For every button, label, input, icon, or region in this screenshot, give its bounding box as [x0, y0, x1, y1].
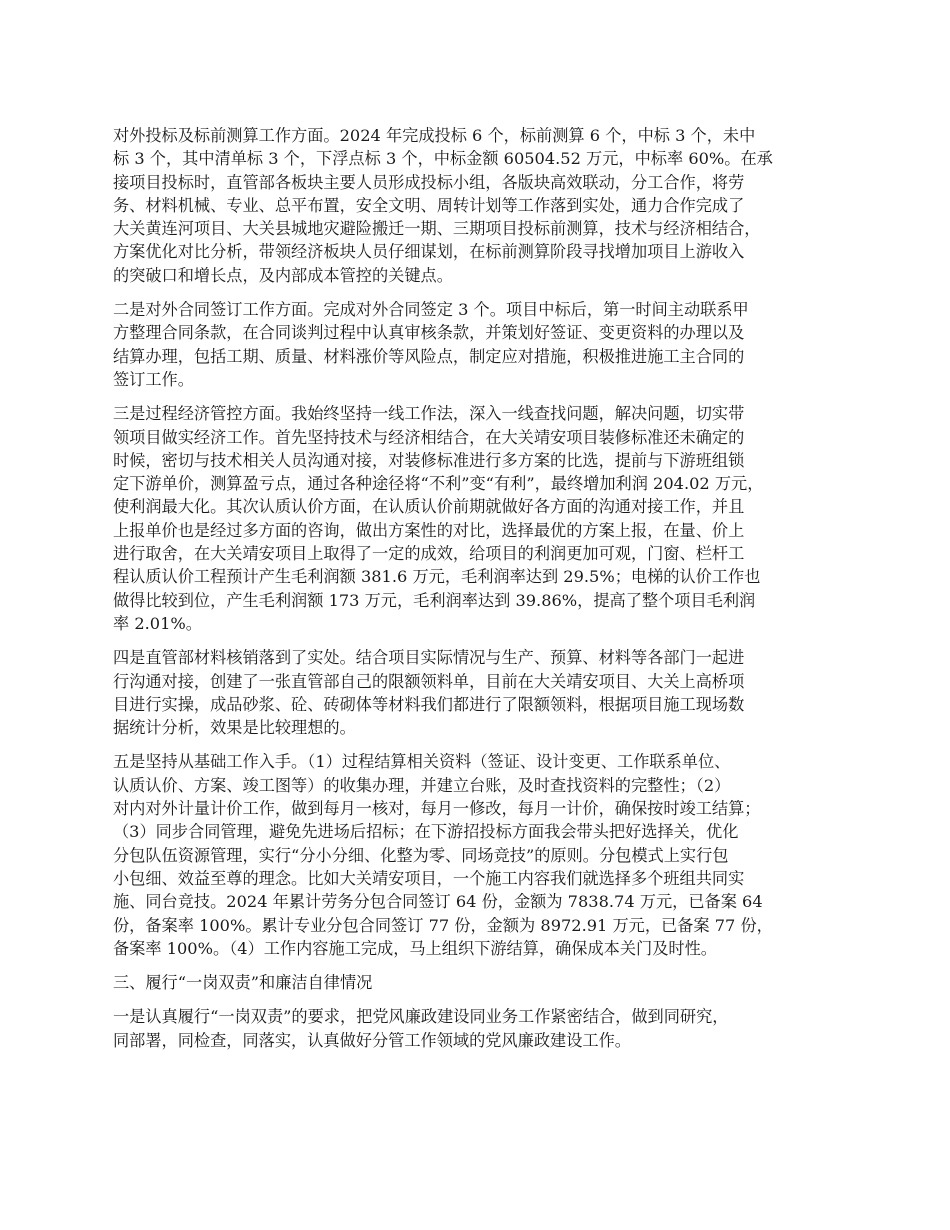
- paragraph-contracts: [113, 298, 843, 391]
- text-line: 使利润最大化。其次认质认价方面，在认质认价前期就做好各方面的沟通对接工作，并且: [113, 497, 745, 517]
- text-line: 率 2.01%。: [113, 613, 202, 633]
- text-line: 时候，密切与技术相关人员沟通对接，对装修标准进行多方案的比选，提前与下游班组锁: [113, 450, 745, 470]
- text-line: 领项目做实经济工作。首先坚持技术与经济相结合，在大关靖安项目装修标准还未确定的: [113, 427, 745, 447]
- text-line: 三是过程经济管控方面。我始终坚持一线工作法，深入一线查找问题，解决问题，切实带: [113, 404, 745, 424]
- text-line: 方整理合同条款，在合同谈判过程中认真审核条款，并策划好签证、变更资料的办理以及: [113, 323, 745, 343]
- text-line: 据统计分析，效果是比较理想的。: [113, 718, 356, 738]
- paragraph-materials: [113, 646, 843, 739]
- text-line: 五是坚持从基础工作入手。（1）过程结算相关资料（签证、设计变更、工作联系单位、: [113, 752, 731, 772]
- paragraph-cost-control: [113, 402, 843, 635]
- text-line: 的突破口和增长点，及内部成本管控的关键点。: [113, 265, 453, 285]
- text-line: 二是对外合同签订工作方面。完成对外合同签定 3 个。项目中标后，第一时间主动联系甲: [113, 300, 749, 320]
- text-line: 定下游单价，测算盈亏点，通过各种途径将“不利”变“有利”，最终增加利润 204.02 万元，: [113, 474, 764, 494]
- text-line: 大关黄连河项目、大关县城地灾避险搬迁一期、三期项目投标前测算，技术与经济相结合，: [113, 219, 761, 239]
- paragraph-dual-responsibility: [113, 1005, 843, 1052]
- text-line: （3）同步合同管理，避免先进场后招标；在下游招投标方面我会带头把好选择关，优化: [113, 822, 739, 842]
- document-body: [113, 124, 843, 1063]
- text-line: 程认质认价工程预计产生毛利润额 381.6 万元，毛利润率达到 29.5%；电梯的认价工作也: [113, 567, 761, 587]
- text-line: 上报单价也是经过多方面的咨询，做出方案性的对比，选择最优的方案上报，在量、价上: [113, 520, 745, 540]
- text-line: 备案率 100%。（4）工作内容施工完成，马上组织下游结算，确保成本关门及时性。: [113, 938, 717, 958]
- paragraph-bidding: [113, 124, 843, 287]
- text-line: 同部署，同检查，同落实，认真做好分管工作领域的党风廉政建设工作。: [113, 1030, 631, 1050]
- text-line: 四是直管部材料核销落到了实处。结合项目实际情况与生产、预算、材料等各部门一起进: [113, 648, 745, 668]
- text-line: 进行取舍，在大关靖安项目上取得了一定的成效，给项目的利润更加可观，门窗、栏杆工: [113, 544, 745, 564]
- text-line: 结算办理，包括工期、质量、材料涨价等风险点，制定应对措施，积极推进施工主合同的: [113, 346, 745, 366]
- text-line: 接项目投标时，直管部各板块主要人员形成投标小组，各版块高效联动，分工合作，将劳: [113, 172, 745, 192]
- section-heading-integrity: [113, 971, 843, 994]
- text-line: 标 3 个，其中清单标 3 个，下浮点标 3 个，中标金额 60504.52 万元，中标率 60%。在承: [113, 149, 773, 169]
- paragraph-basic-work: [113, 750, 843, 960]
- text-line: 对内对外计量计价工作，做到每月一核对，每月一修改，每月一计价，确保按时竣工结算；: [113, 799, 761, 819]
- text-line: 目进行实操，成品砂浆、砼、砖砌体等材料我们都进行了限额领料，根据项目施工现场数: [113, 694, 745, 714]
- text-line: 小包细、效益至尊的理念。比如大关靖安项目，一个施工内容我们就选择多个班组共同实: [113, 868, 745, 888]
- text-line: 分包队伍资源管理，实行“分小分细、化整为零、同场竞技”的原则。分包模式上实行包: [113, 845, 729, 865]
- text-line: 方案优化对比分析，带领经济板块人员仔细谋划，在标前测算阶段寻找增加项目上游收入: [113, 242, 745, 262]
- text-line: 认质认价、方案、竣工图等）的收集办理，并建立台账，及时查找资料的完整性；（2）: [113, 775, 731, 795]
- text-line: 做得比较到位，产生毛利润额 173 万元，毛利润率达到 39.86%，提高了整个项目毛利润: [113, 590, 756, 610]
- text-line: 行沟通对接，创建了一张直管部自己的限额领料单，目前在大关靖安项目、大关上高桥项: [113, 671, 745, 691]
- text-line: 签订工作。: [113, 369, 194, 389]
- text-line: 三、履行“一岗双责”和廉洁自律情况: [113, 973, 373, 993]
- text-line: 一是认真履行“一岗双责”的要求，把党风廉政建设同业务工作紧密结合，做到同研究，: [113, 1007, 729, 1027]
- text-line: 份，备案率 100%。累计专业分包合同签订 77 份，金额为 8972.91 万元，已备案 77 份，: [113, 915, 773, 935]
- text-line: 务、材料机械、专业、总平布置，安全文明、周转计划等工作落到实处，通力合作完成了: [113, 195, 745, 215]
- text-line: 施、同台竞技。2024 年累计劳务分包合同签订 64 份，金额为 7838.74 万元，已备案 64: [113, 892, 763, 912]
- text-line: 对外投标及标前测算工作方面。2024 年完成投标 6 个，标前测算 6 个，中标 3 个，未中: [113, 126, 756, 145]
